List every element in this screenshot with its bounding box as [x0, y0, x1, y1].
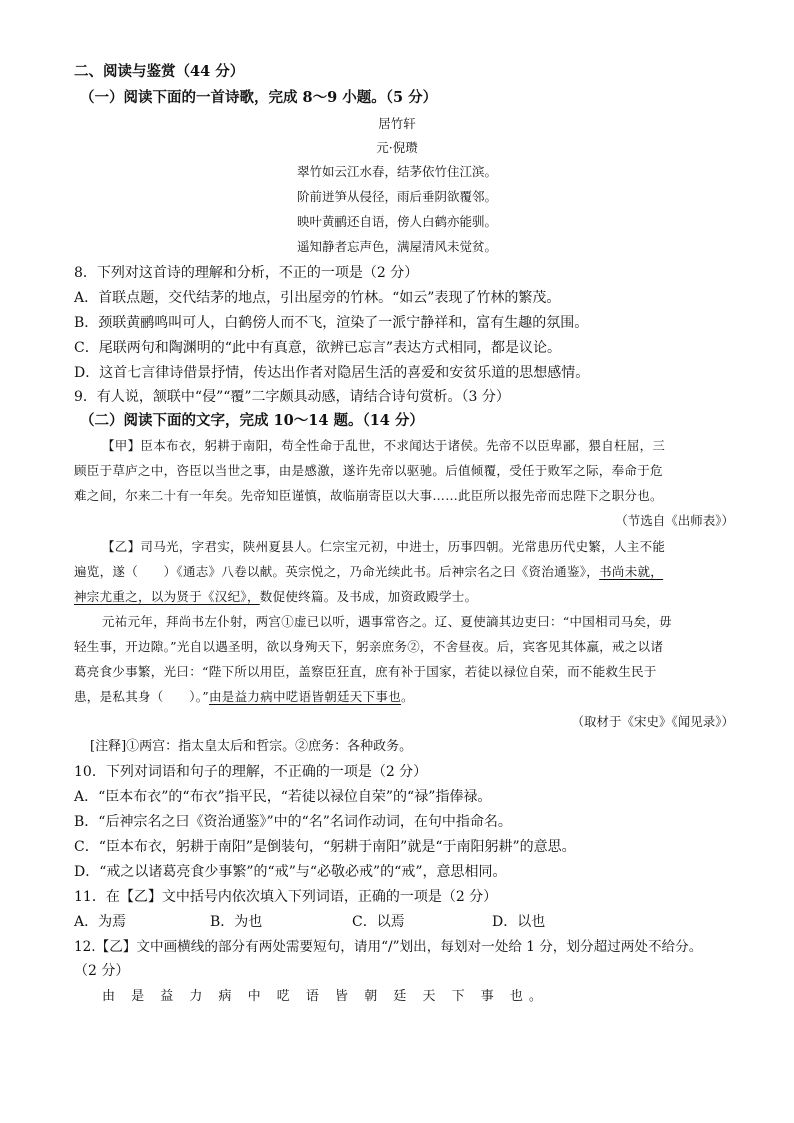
passage-yi-line: 【乙】司马光，字君实，陕州夏县人。仁宗宝元初，中进士，历事四朝。光常患历代史繁，人主不能: [102, 539, 666, 554]
q10-option-b: B．“后神宗名之曰《资治通鉴》”中的“名”名词作动词，在句中指命名。: [74, 814, 512, 830]
poem-line: 遥知静者忘声色，满屋清风未觉贫。: [296, 239, 497, 254]
passage-jia-line: 顾臣于草庐之中，咨臣以当世之事，由是感激，遂许先帝以驱驰。后值倾覆，受任于败军之际，奉命于危: [74, 463, 663, 478]
passage-yi-text: 遍览，遂（ ）《通志》八卷以献。英宗悦之，乃命光续此书。后神宗名之曰《资治通鉴》，: [74, 564, 600, 579]
passage-yi-line: 葛亮食少事繁，光曰：“陛下所以用臣，盖察臣狂直，庶有补于国家，若徒以禄位自荣，而不能救生民于: [74, 664, 657, 679]
q12-score: （2 分）: [74, 963, 130, 979]
underlined-sentence: 书尚未就，: [599, 564, 664, 579]
q11-option-d: D．以也: [492, 914, 546, 930]
q11-option-c: C．以焉: [352, 914, 405, 930]
part2-heading: （二）阅读下面的文字，完成 10～14 题。（14 分）: [80, 412, 424, 429]
q12-stem: 12.【乙】文中画横线的部分有两处需要短句，请用“/”划出，每划对一处给 1 分，划分超过两处不给分。: [74, 939, 703, 955]
passage-yi-line: 元祐元年，拜尚书左仆射，两宫①虚已以听，遇事常咨之。辽、夏使謪其边吏曰：“中国相司马矣，毋: [102, 614, 672, 629]
q12-sentence: 由 是 益 力 病 中 呓 语 皆 朝 廷 天 下 事 也。: [102, 989, 548, 1004]
poem-line: 阶前迸笋从侵径，雨后垂阴欲覆邻。: [296, 189, 497, 204]
q8-stem: 8．下列对这首诗的理解和分析，不正的一项是（2 分）: [74, 265, 419, 281]
passage-jia-source: （节选自《出师表》）: [615, 513, 734, 528]
q10-option-d: D．“戒之以诸葛亮食少事繁”的“戒”与“必敬必戒”的“戒”，意思相同。: [74, 864, 507, 880]
part1-heading: （一）阅读下面的一首诗歌，完成 8～9 小题。（5 分）: [80, 89, 438, 106]
q8-option-d: D．这首七言律诗借景抒情，传达出作者对隐居生活的喜爱和安贫乐道的思想感情。: [74, 365, 590, 381]
annotation-notes: [注释]①两宫：指太皇太后和哲宗。②庶务：各种政务。: [90, 739, 413, 754]
q10-option-a: A．“臣本布衣”的“布衣”指平民，“若徒以禄位自荣”的“禄”指俸禄。: [74, 789, 492, 805]
poem-title: 居竹轩: [378, 116, 416, 131]
q10-stem: 10．下列对词语和句子的理解，不正确的一项是（2 分）: [74, 764, 428, 780]
poem-line: 翠竹如云江水春，结茅依竹住江滨。: [296, 164, 497, 179]
q11-option-a: A．为焉: [74, 914, 127, 930]
q8-option-a: A．首联点题，交代结茅的地点，引出屋旁的竹林。“如云”表现了竹林的繁茂。: [74, 290, 561, 306]
underlined-sentence: 由是益力病中呓语皆朝廷天下事也: [209, 689, 402, 704]
passage-jia-line: 【甲】臣本布衣，躬耕于南阳，苟全性命于乱世，不求闻达于诸侯。先帝不以臣卑鄙，猥自枉屈，三: [102, 438, 666, 453]
passage-jia-line: 难之间，尔来二十有一年矣。先帝知臣谨慎，故临崩寄臣以大事……此臣所以报先帝而忠陛下之职分也。: [74, 488, 663, 503]
q11-stem: 11．在【乙】文中括号内依次填入下列词语，正确的一项是（2 分）: [74, 889, 498, 905]
passage-yi-line: 轻生事，开边隙。”光自以遇圣明，欲以身殉天下，躬亲庶务②，不舍昼夜。后，宾客见其体羸，戒之以诸: [74, 639, 664, 654]
passage-yi-line: [74, 562, 663, 582]
passage-yi-source: （取材于《宋史》《闻见录》）: [571, 714, 734, 729]
section-title: 二、阅读与鉴赏（44 分）: [74, 63, 245, 80]
q11-option-b: B．为也: [210, 914, 263, 930]
poem-author: 元·倪瓒: [376, 140, 418, 155]
q10-option-c: C．“臣本布衣，躬耕于南阳”是倒装句，“躬耕于南阳”就是“于南阳躬耕”的意思。: [74, 839, 576, 855]
passage-yi-text: 数促使终篇。及书成，加资政殿学士。: [259, 589, 478, 604]
q9-stem: 9．有人说，颔联中“侵”“覆”二字颇具动感，请结合诗句赏析。（3 分）: [74, 389, 510, 405]
q8-option-b: B．颈联黄鹂鸣叫可人，白鹤傍人而不飞，渲染了一派宁静祥和，富有生趣的氛围。: [74, 315, 589, 331]
underlined-sentence: 神宗尤重之，以为贤于《汉纪》，: [74, 589, 260, 604]
passage-yi-line: [74, 687, 414, 707]
q8-option-c: C．尾联两句和陶渊明的“此中有真意，欲辨已忘言”表达方式相同，都是议论。: [74, 340, 562, 356]
passage-yi-line: [74, 587, 477, 607]
poem-line: 映叶黄鹂还自语，傍人白鹤亦能驯。: [296, 214, 497, 229]
passage-yi-text: 。: [401, 689, 414, 704]
passage-yi-text: 患，是私其身（ ）。”: [74, 689, 209, 704]
